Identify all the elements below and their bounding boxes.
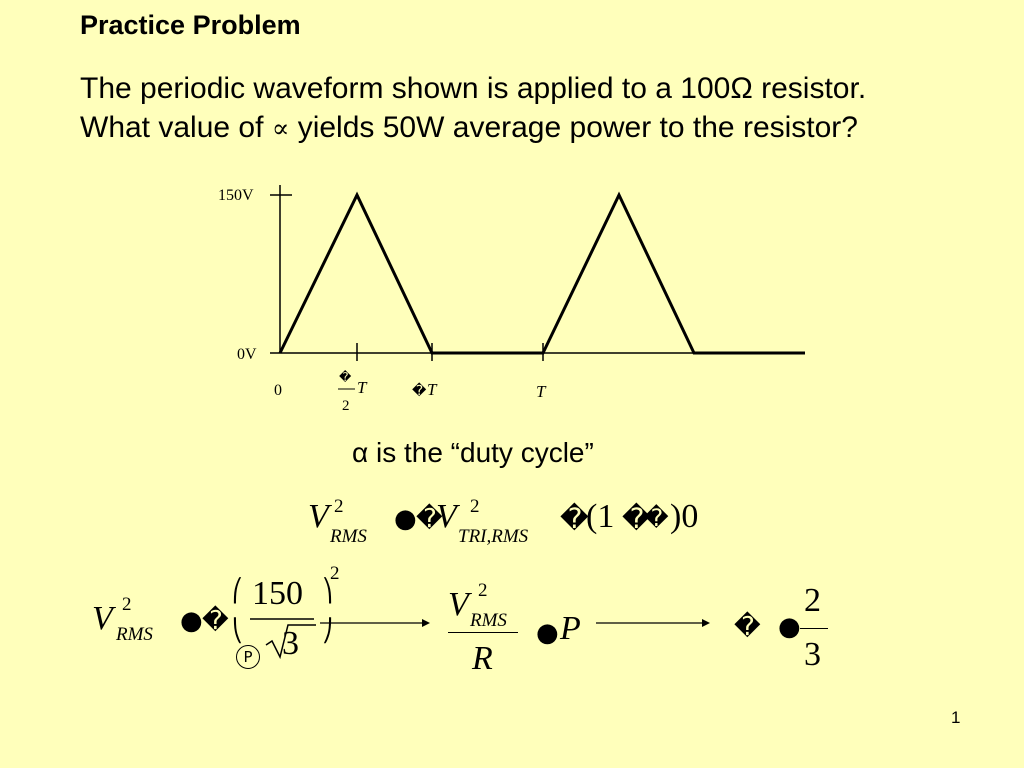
- eq2-sqrt3: 3: [282, 625, 299, 662]
- eq2-sup: 2: [122, 594, 132, 615]
- question-line-2: [80, 111, 858, 145]
- eq2-glyph-1: �: [202, 606, 229, 636]
- eq1-one: (1: [586, 498, 615, 535]
- eq3-P: P: [560, 610, 581, 647]
- eq3-fraction-bar: [448, 632, 518, 633]
- eq2-left-paren-top: ⎛: [232, 579, 243, 604]
- slide-title: Practice Problem: [80, 10, 301, 40]
- question-line-1: [80, 72, 866, 106]
- question-text-2a: What value of: [80, 111, 272, 144]
- eq1-glyph-3: �: [622, 502, 651, 535]
- x-label-half-denominator: 2: [342, 398, 350, 414]
- eq1-glyph-4: �: [644, 504, 669, 532]
- eq2-circled-glyph: P: [236, 645, 260, 669]
- x-label-0: 0: [274, 382, 282, 399]
- eq1-V2: V: [436, 498, 457, 535]
- eq4-fraction-bar: [800, 628, 828, 629]
- equation-2: [92, 594, 229, 645]
- question-text-1: The periodic waveform shown is applied to a 100Ω resistor.: [80, 72, 867, 105]
- x-label-half-T: T: [357, 378, 367, 397]
- eq2-op: ●: [180, 606, 203, 636]
- eq2-150: 150: [252, 575, 303, 612]
- x-label-alpha-T: T: [427, 380, 437, 399]
- eq3-sub: RMS: [470, 610, 507, 631]
- eq4-op: ●: [778, 612, 801, 642]
- triangle-waveform: [280, 195, 805, 353]
- eq3-V: V: [448, 586, 469, 623]
- eq2-left-paren-bottom: ⎝: [232, 619, 243, 644]
- question-text-2b: yields 50W average power to the resistor?: [289, 111, 858, 144]
- equation-1: [308, 496, 699, 547]
- arrow-2: [596, 616, 710, 630]
- eq1-sub: RMS: [330, 526, 367, 547]
- eq1-glyph-2: �: [560, 502, 589, 535]
- arrow-1: [320, 616, 430, 630]
- eq3-R: R: [472, 640, 493, 677]
- alpha-symbol: ∝: [271, 114, 290, 144]
- eq1-sub2: TRI,RMS: [458, 526, 529, 547]
- eq2-right-paren-bottom: ⎠: [322, 619, 333, 644]
- y-label-0v: 0V: [237, 346, 257, 363]
- eq1-glyph-1: �: [416, 504, 443, 534]
- duty-cycle-caption: α is the “duty cycle”: [352, 437, 594, 468]
- eq2-exponent: 2: [330, 563, 340, 584]
- eq1-sup: 2: [334, 496, 344, 517]
- page-number: 1: [951, 708, 961, 727]
- eq2-V: V: [92, 600, 113, 637]
- eq4-numerator: 2: [804, 582, 821, 619]
- eq2-sub: RMS: [116, 624, 153, 645]
- eq1-zero: )0: [670, 498, 699, 535]
- waveform-graph: [200, 175, 820, 425]
- x-label-alpha-glyph: �: [412, 383, 427, 399]
- x-label-T: T: [536, 382, 546, 401]
- eq1-op: ●: [394, 504, 417, 534]
- eq1-sup2: 2: [470, 496, 480, 517]
- eq3-op: ●: [536, 618, 559, 648]
- y-label-150v: 150V: [218, 187, 254, 204]
- eq4-glyph: �: [734, 612, 761, 642]
- x-label-half-numerator: �: [339, 370, 352, 384]
- eq3-sup: 2: [478, 580, 488, 601]
- eq4-denominator: 3: [804, 636, 821, 673]
- eq1-V: V: [308, 498, 329, 535]
- eq2-right-paren-top: ⎞: [322, 579, 333, 604]
